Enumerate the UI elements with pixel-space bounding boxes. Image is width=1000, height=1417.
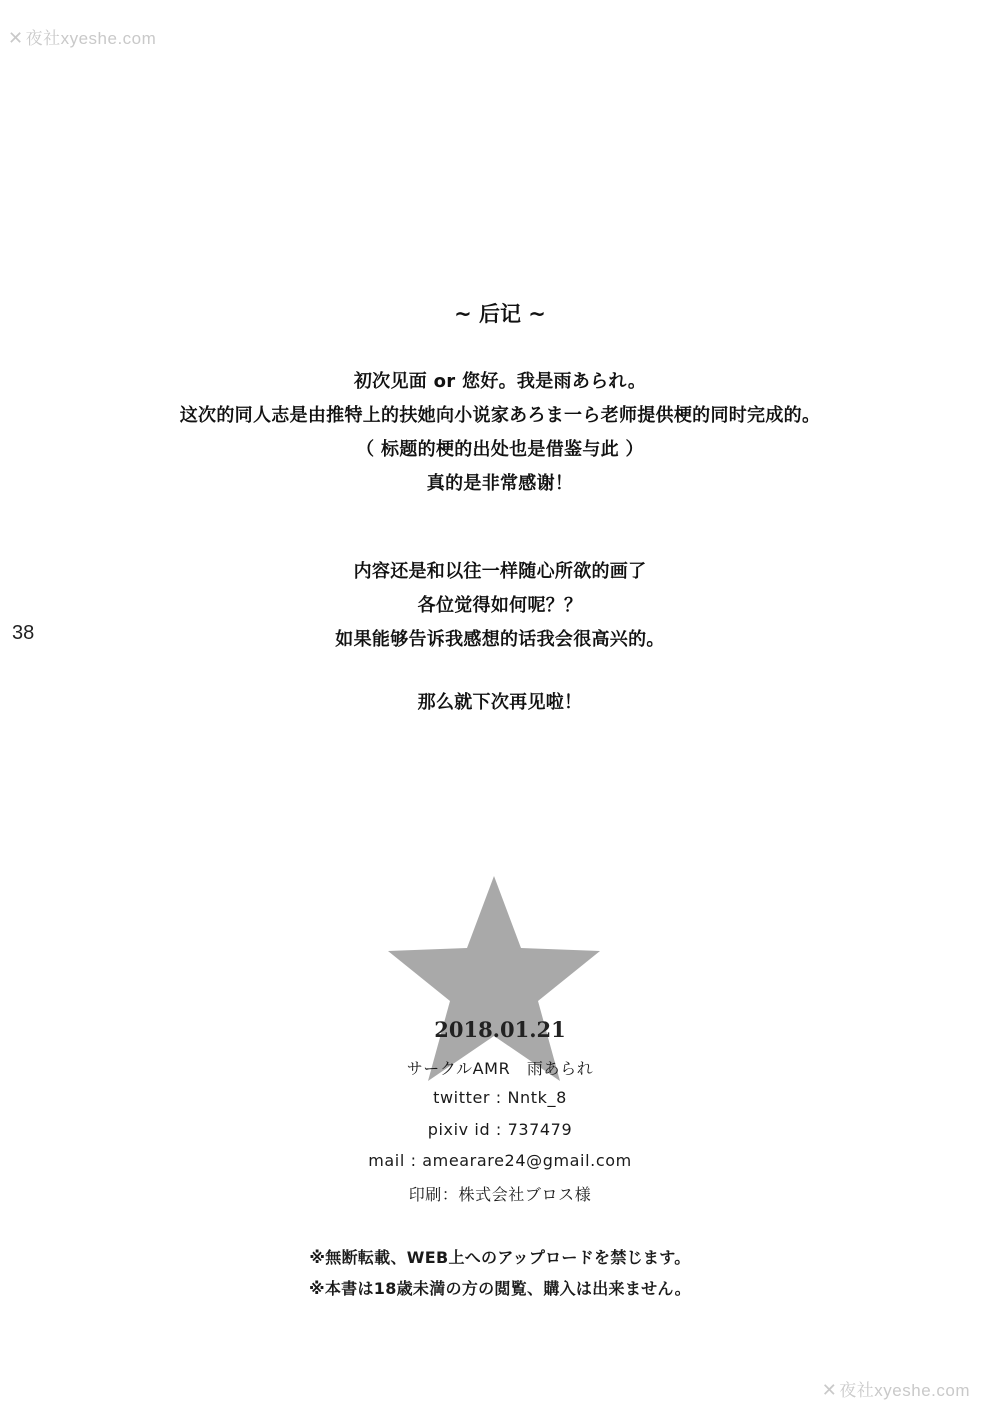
watermark-text: 夜社xyeshe.com <box>839 1381 970 1400</box>
page-number: 38 <box>12 622 35 644</box>
watermark-top <box>8 24 156 49</box>
watermark-text: 夜社xyeshe.com <box>25 29 157 48</box>
afterword-line: 各位觉得如何呢？？ <box>417 595 583 616</box>
colophon-circle: サークルAMR 雨あられ <box>406 1059 594 1078</box>
star-icon <box>388 876 600 1081</box>
colophon-mail: mail : amearare24@gmail.com <box>368 1151 632 1170</box>
afterword-title: ~ 后记 ~ <box>454 302 546 326</box>
watermark-bottom <box>822 1376 970 1401</box>
afterword-line: 初次见面 or 您好。我是雨あられ。 <box>353 371 647 392</box>
afterword-line: 这次的同人志是由推特上的扶她向小说家あろま一ら老师提供梗的同时完成的。 <box>179 405 821 426</box>
colophon-date: 2018.01.21 <box>434 1017 566 1042</box>
afterword-line: 真的是非常感谢！ <box>426 473 574 494</box>
watermark-logo-icon: ✕ <box>8 28 24 48</box>
watermark-logo-icon: ✕ <box>821 1380 838 1400</box>
afterword-line: （ 标题的梗的出处也是借鉴与此 ） <box>356 439 644 460</box>
colophon-printer: 印刷：株式会社ブロス様 <box>408 1185 592 1204</box>
afterword-line: 内容还是和以往一样随心所欲的画了 <box>353 561 647 582</box>
colophon-twitter: twitter : Nntk_8 <box>433 1088 567 1107</box>
notice-line: ※本書は18歳未満の方の閲覧、購入は出来ません。 <box>309 1279 691 1298</box>
afterword-closing: 那么就下次再见啦！ <box>417 692 583 713</box>
notice-line: ※無断転載、WEB上へのアップロードを禁じます。 <box>309 1248 691 1267</box>
afterword-line: 如果能够告诉我感想的话我会很高兴的。 <box>335 629 665 650</box>
colophon-pixiv: pixiv id : 737479 <box>427 1120 573 1139</box>
